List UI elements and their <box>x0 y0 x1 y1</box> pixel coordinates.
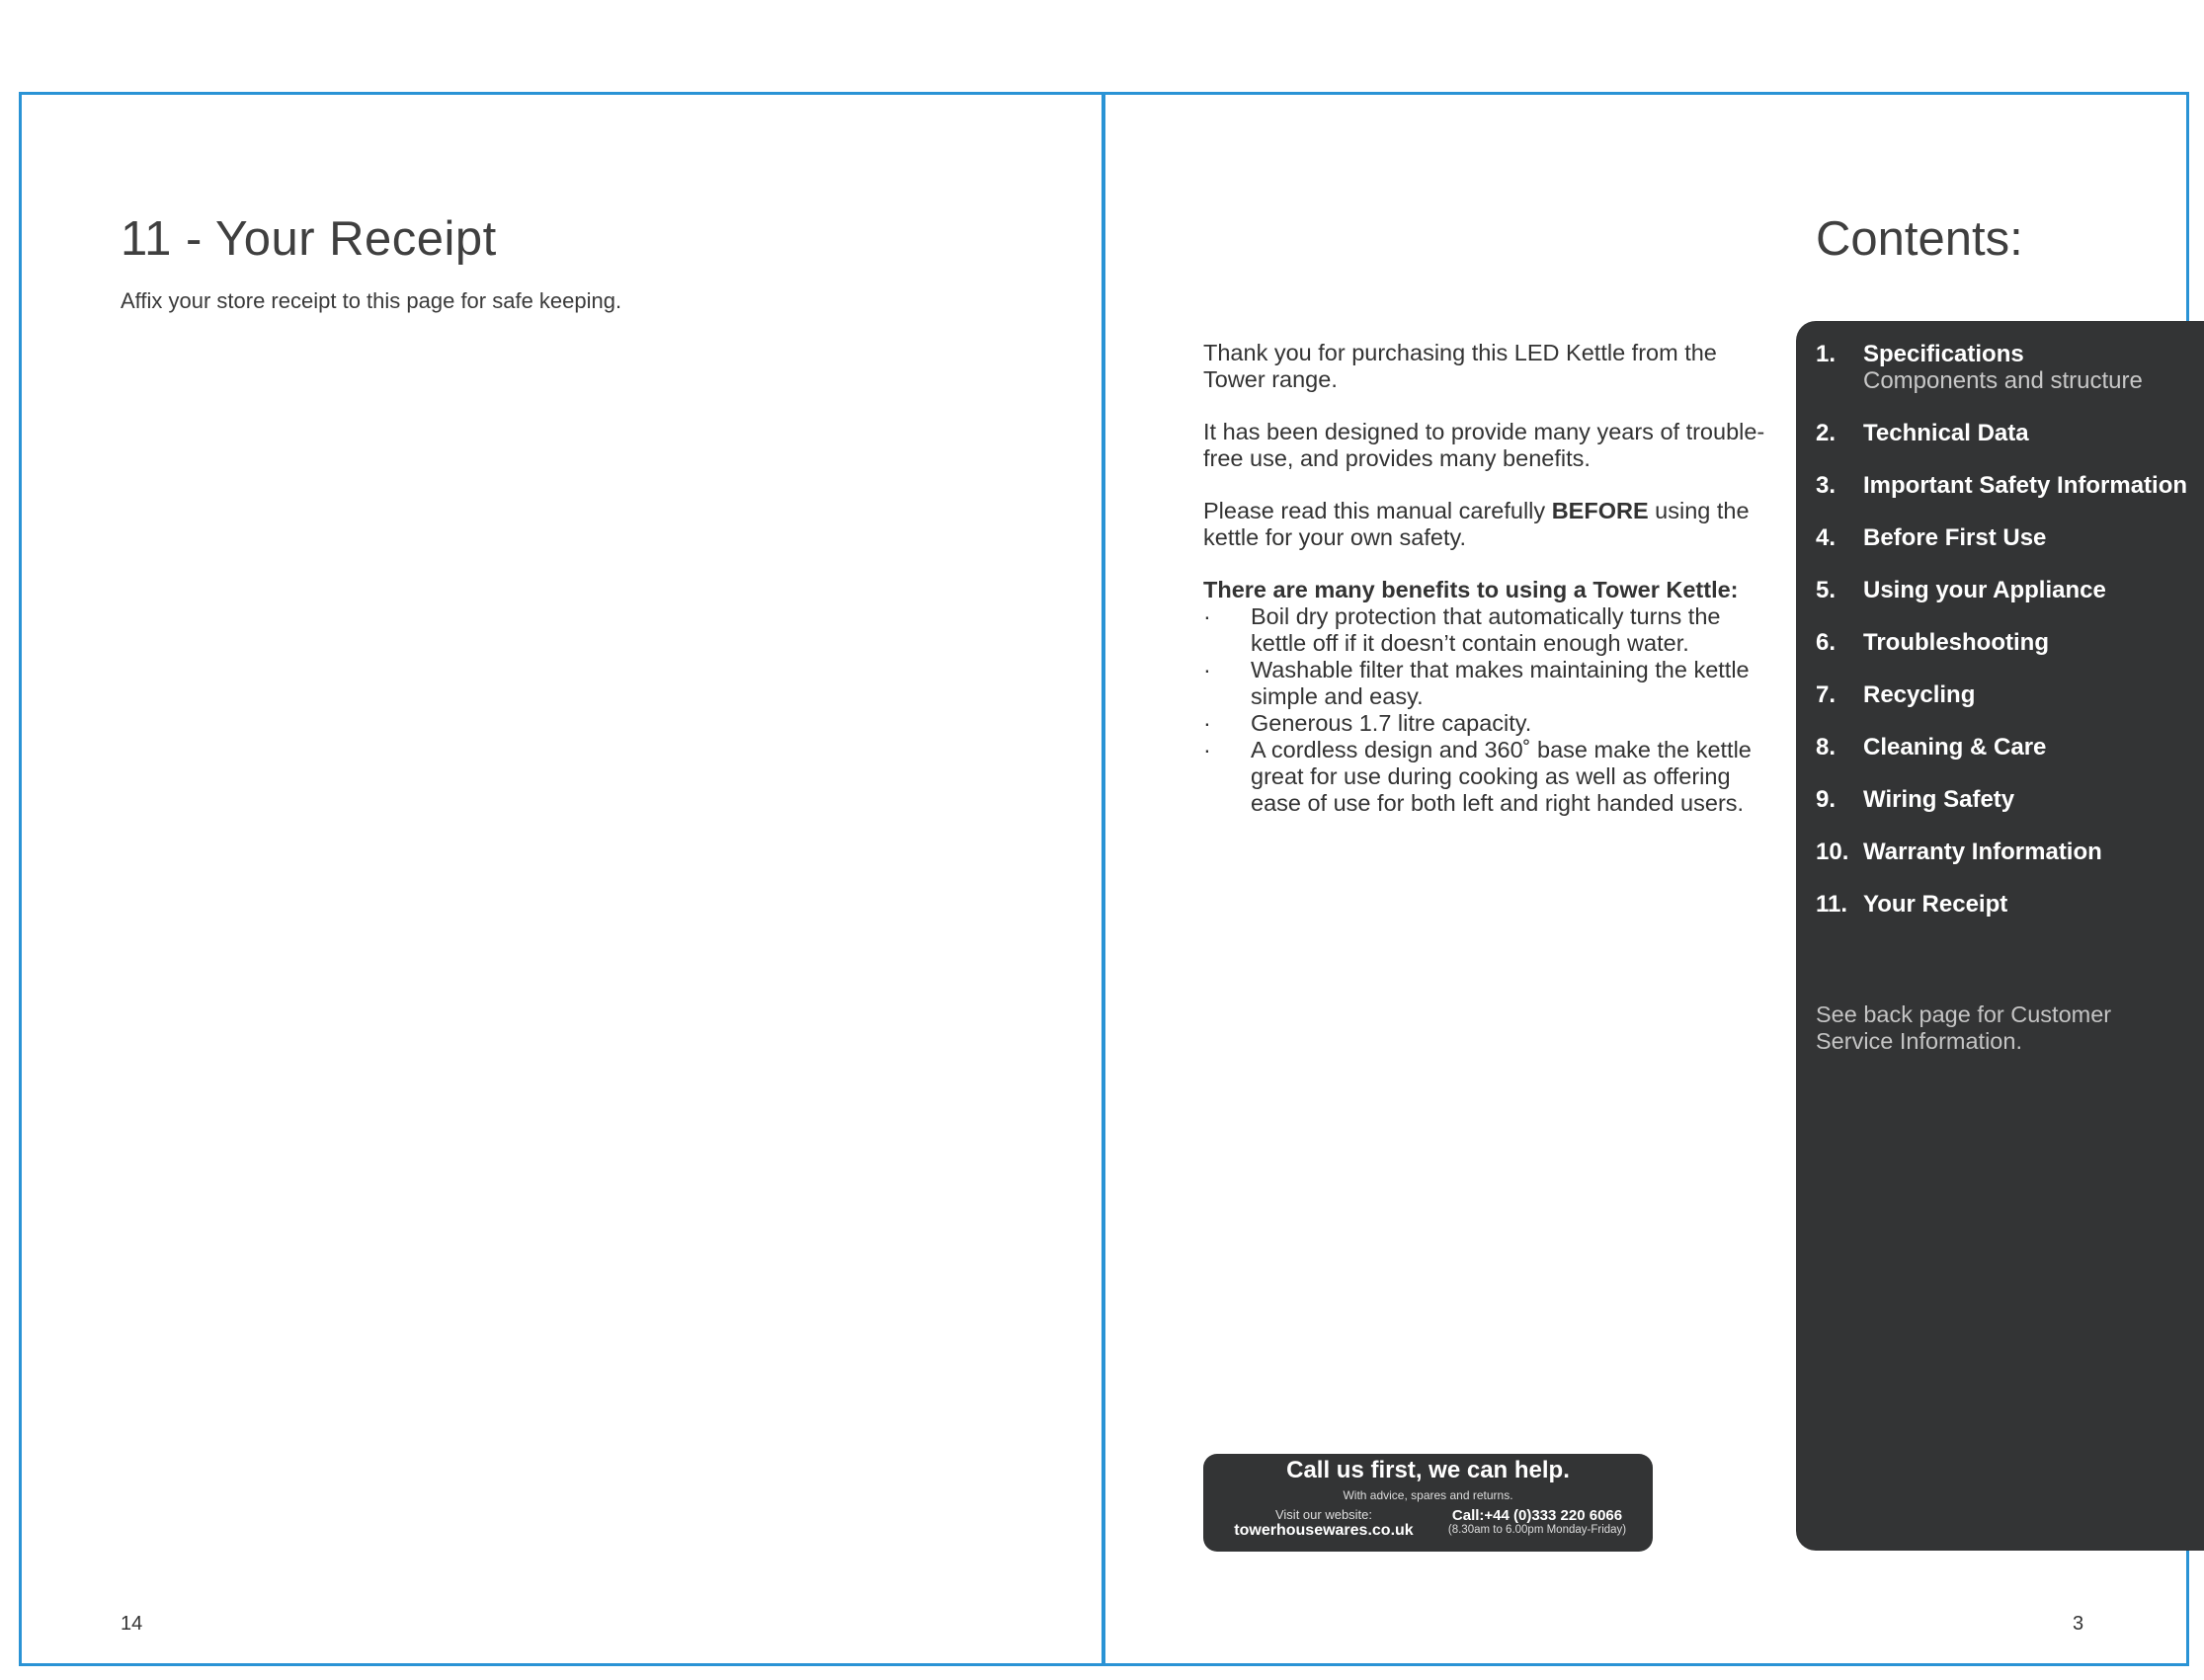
contents-item-label: Important Safety Information <box>1863 472 2188 499</box>
intro-text <box>1203 340 1781 817</box>
page-subtitle: Affix your store receipt to this page for safe keeping. <box>121 288 622 313</box>
contents-item-number: 1. <box>1816 341 1837 367</box>
help-box <box>1203 1454 1653 1552</box>
contents-item-your-receipt[interactable] <box>1816 891 2191 918</box>
contents-item-number: 5. <box>1816 577 1837 603</box>
contents-item-number: 7. <box>1816 681 1837 708</box>
contents-item-label: Cleaning & Care <box>1863 734 2047 760</box>
help-heading: Call us first, we can help. <box>1286 1457 1570 1483</box>
help-subheading: With advice, spares and returns. <box>1343 1488 1513 1502</box>
help-website-block <box>1225 1507 1423 1540</box>
contents-item-number: 10. <box>1816 839 1849 865</box>
benefit-text: Boil dry protection that automatically turns the kettle off if it doesn’t contain enough water. <box>1251 603 1721 656</box>
contents-item-number: 9. <box>1816 786 1837 813</box>
contents-list <box>1816 341 2191 918</box>
contents-item-subtitle: Components and structure <box>1863 367 2143 394</box>
benefit-text: A cordless design and 360˚ base make the kettle great for use during cooking as well as offering ease of use for both left and right handed users. <box>1251 737 1752 816</box>
opening-hours: (8.30am to 6.00pm Monday-Friday) <box>1447 1524 1627 1536</box>
benefit-text: Generous 1.7 litre capacity. <box>1251 710 1532 736</box>
contents-item-wiring-safety[interactable] <box>1816 786 2191 813</box>
list-item <box>1203 657 1781 710</box>
contents-item-label: Using your Appliance <box>1863 577 2106 603</box>
top-band <box>0 0 2204 69</box>
list-item <box>1203 737 1781 817</box>
phone-number[interactable]: Call:+44 (0)333 220 6066 <box>1451 1507 1623 1524</box>
intro-paragraph-3 <box>1203 498 1781 551</box>
benefits-list <box>1203 603 1781 817</box>
contents-item-label: Before First Use <box>1863 524 2047 551</box>
bullet: · <box>1203 737 1211 762</box>
website-link[interactable]: towerhousewares.co.uk <box>1234 1522 1414 1539</box>
bullet: · <box>1203 603 1211 629</box>
bullet: · <box>1203 710 1211 736</box>
contents-item-number: 11. <box>1816 891 1848 918</box>
contents-item-cleaning[interactable] <box>1816 734 2191 760</box>
intro-paragraph-2: It has been designed to provide many years of trouble-free use, and provides many benefits. <box>1203 419 1765 471</box>
contents-item-number: 8. <box>1816 734 1837 760</box>
contents-item-number: 3. <box>1816 472 1837 499</box>
benefits-heading: There are many benefits to using a Tower Kettle: <box>1203 577 1739 602</box>
intro-p3-after: using the kettle for your own safety. <box>1203 498 1750 550</box>
intro-p3-bold: BEFORE <box>1551 498 1649 523</box>
benefit-text: Washable filter that makes maintaining the kettle simple and easy. <box>1251 657 1750 709</box>
contents-item-label: Technical Data <box>1863 420 2029 446</box>
contents-item-recycling[interactable] <box>1816 681 2191 708</box>
contents-item-number: 2. <box>1816 420 1837 446</box>
left-page-frame <box>19 92 1105 1666</box>
contents-item-label: Recycling <box>1863 681 1976 708</box>
contents-item-label: Warranty Information <box>1863 839 2102 865</box>
website-label: Visit our website: <box>1274 1507 1373 1522</box>
contents-item-troubleshooting[interactable] <box>1816 629 2191 656</box>
help-phone-block <box>1432 1507 1642 1536</box>
intro-paragraph-1: Thank you for purchasing this LED Kettle from the Tower range. <box>1203 340 1717 392</box>
contents-item-label: Troubleshooting <box>1863 629 2049 656</box>
contents-title: Contents: <box>1816 212 2023 266</box>
page-number-left: 14 <box>121 1613 143 1635</box>
customer-service-note: See back page for Customer Service Information. <box>1816 1001 2112 1054</box>
contents-item-using-appliance[interactable] <box>1816 577 2191 603</box>
page-title: 11 - Your Receipt <box>121 212 497 266</box>
contents-item-safety[interactable] <box>1816 472 2191 499</box>
contents-item-warranty[interactable] <box>1816 839 2191 865</box>
contents-item-technical-data[interactable] <box>1816 420 2191 446</box>
contents-item-label: Specifications <box>1863 341 2024 367</box>
intro-p3-before: Please read this manual carefully <box>1203 498 1552 523</box>
contents-sidebar <box>1796 321 2204 1551</box>
list-item <box>1203 710 1781 737</box>
contents-item-label: Wiring Safety <box>1863 786 2015 813</box>
contents-item-number: 6. <box>1816 629 1837 656</box>
contents-item-label: Your Receipt <box>1863 891 2008 918</box>
contents-item-before-first-use[interactable] <box>1816 524 2191 551</box>
bullet: · <box>1203 657 1211 682</box>
contents-item-specifications[interactable] <box>1816 341 2191 394</box>
list-item <box>1203 603 1781 657</box>
page-number-right: 3 <box>2073 1613 2084 1635</box>
contents-item-number: 4. <box>1816 524 1837 551</box>
